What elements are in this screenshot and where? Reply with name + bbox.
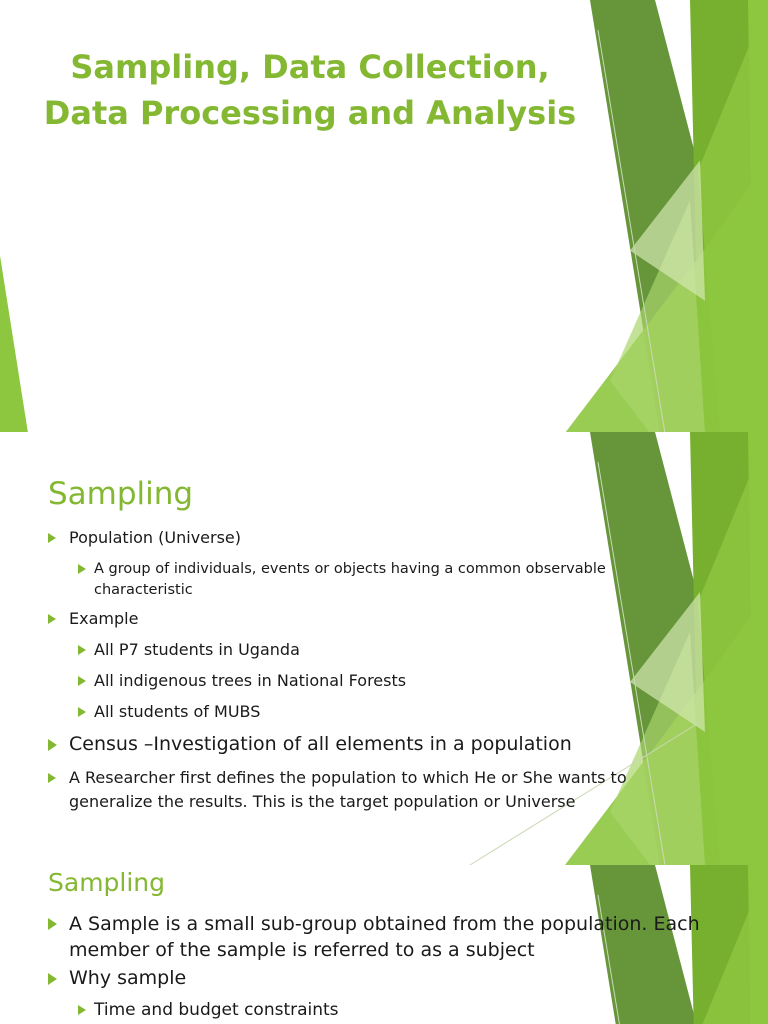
title-slide xyxy=(0,0,768,432)
list-item-text: All P7 students in Uganda xyxy=(94,640,300,659)
title-line-2: Data Processing and Analysis xyxy=(43,94,577,132)
bullet-arrow-icon xyxy=(48,739,57,751)
list-item xyxy=(78,671,406,690)
list-item xyxy=(78,640,300,659)
list-item xyxy=(48,733,572,755)
bullet-arrow-icon xyxy=(78,645,86,655)
text-line: A Sample is a small sub-group obtained from the population. Each xyxy=(69,913,700,935)
bullet-arrow-icon xyxy=(78,707,86,717)
list-item-text: Example xyxy=(69,609,139,628)
slide-heading: Sampling xyxy=(48,868,166,897)
text-line: A Researcher first defines the population to which He or She wants to xyxy=(69,768,627,787)
text-line: generalize the results. This is the target population or Universe xyxy=(69,792,576,811)
bullet-arrow-icon xyxy=(48,533,56,543)
bullet-arrow-icon xyxy=(48,614,56,624)
title-line-1: Sampling, Data Collection, xyxy=(70,48,550,86)
list-item xyxy=(78,559,606,601)
text-line: characteristic xyxy=(94,582,193,598)
bullet-arrow-icon xyxy=(48,918,57,930)
list-item-text: All students of MUBS xyxy=(94,702,261,721)
list-item-text: Time and budget constraints xyxy=(94,1000,339,1020)
list-item-text: Census –Investigation of all elements in a population xyxy=(69,733,572,755)
list-item-text: Why sample xyxy=(69,967,187,989)
bullet-arrow-icon xyxy=(48,973,57,985)
slide-title xyxy=(0,44,620,136)
bullet-arrow-icon xyxy=(48,773,56,783)
list-item-text xyxy=(94,559,606,601)
list-item xyxy=(48,609,138,628)
list-item xyxy=(48,766,627,814)
slide-heading: Sampling xyxy=(48,476,194,512)
list-item xyxy=(48,967,186,989)
bullet-arrow-icon xyxy=(78,676,86,686)
bullet-arrow-icon xyxy=(78,1005,86,1015)
list-item-text xyxy=(69,911,700,963)
list-item xyxy=(78,702,260,721)
list-item-text: All indigenous trees in National Forests xyxy=(94,671,407,690)
text-line: A group of individuals, events or objects having a common observable xyxy=(94,561,606,577)
list-item xyxy=(48,911,700,963)
bullet-arrow-icon xyxy=(78,564,86,574)
sampling-slide-1 xyxy=(0,432,768,865)
list-item xyxy=(78,1000,339,1020)
list-item-text xyxy=(69,766,627,814)
list-item-text: Population (Universe) xyxy=(69,528,241,547)
list-item xyxy=(48,528,241,547)
text-line: member of the sample is referred to as a subject xyxy=(69,939,535,961)
sampling-slide-2 xyxy=(0,865,768,1024)
